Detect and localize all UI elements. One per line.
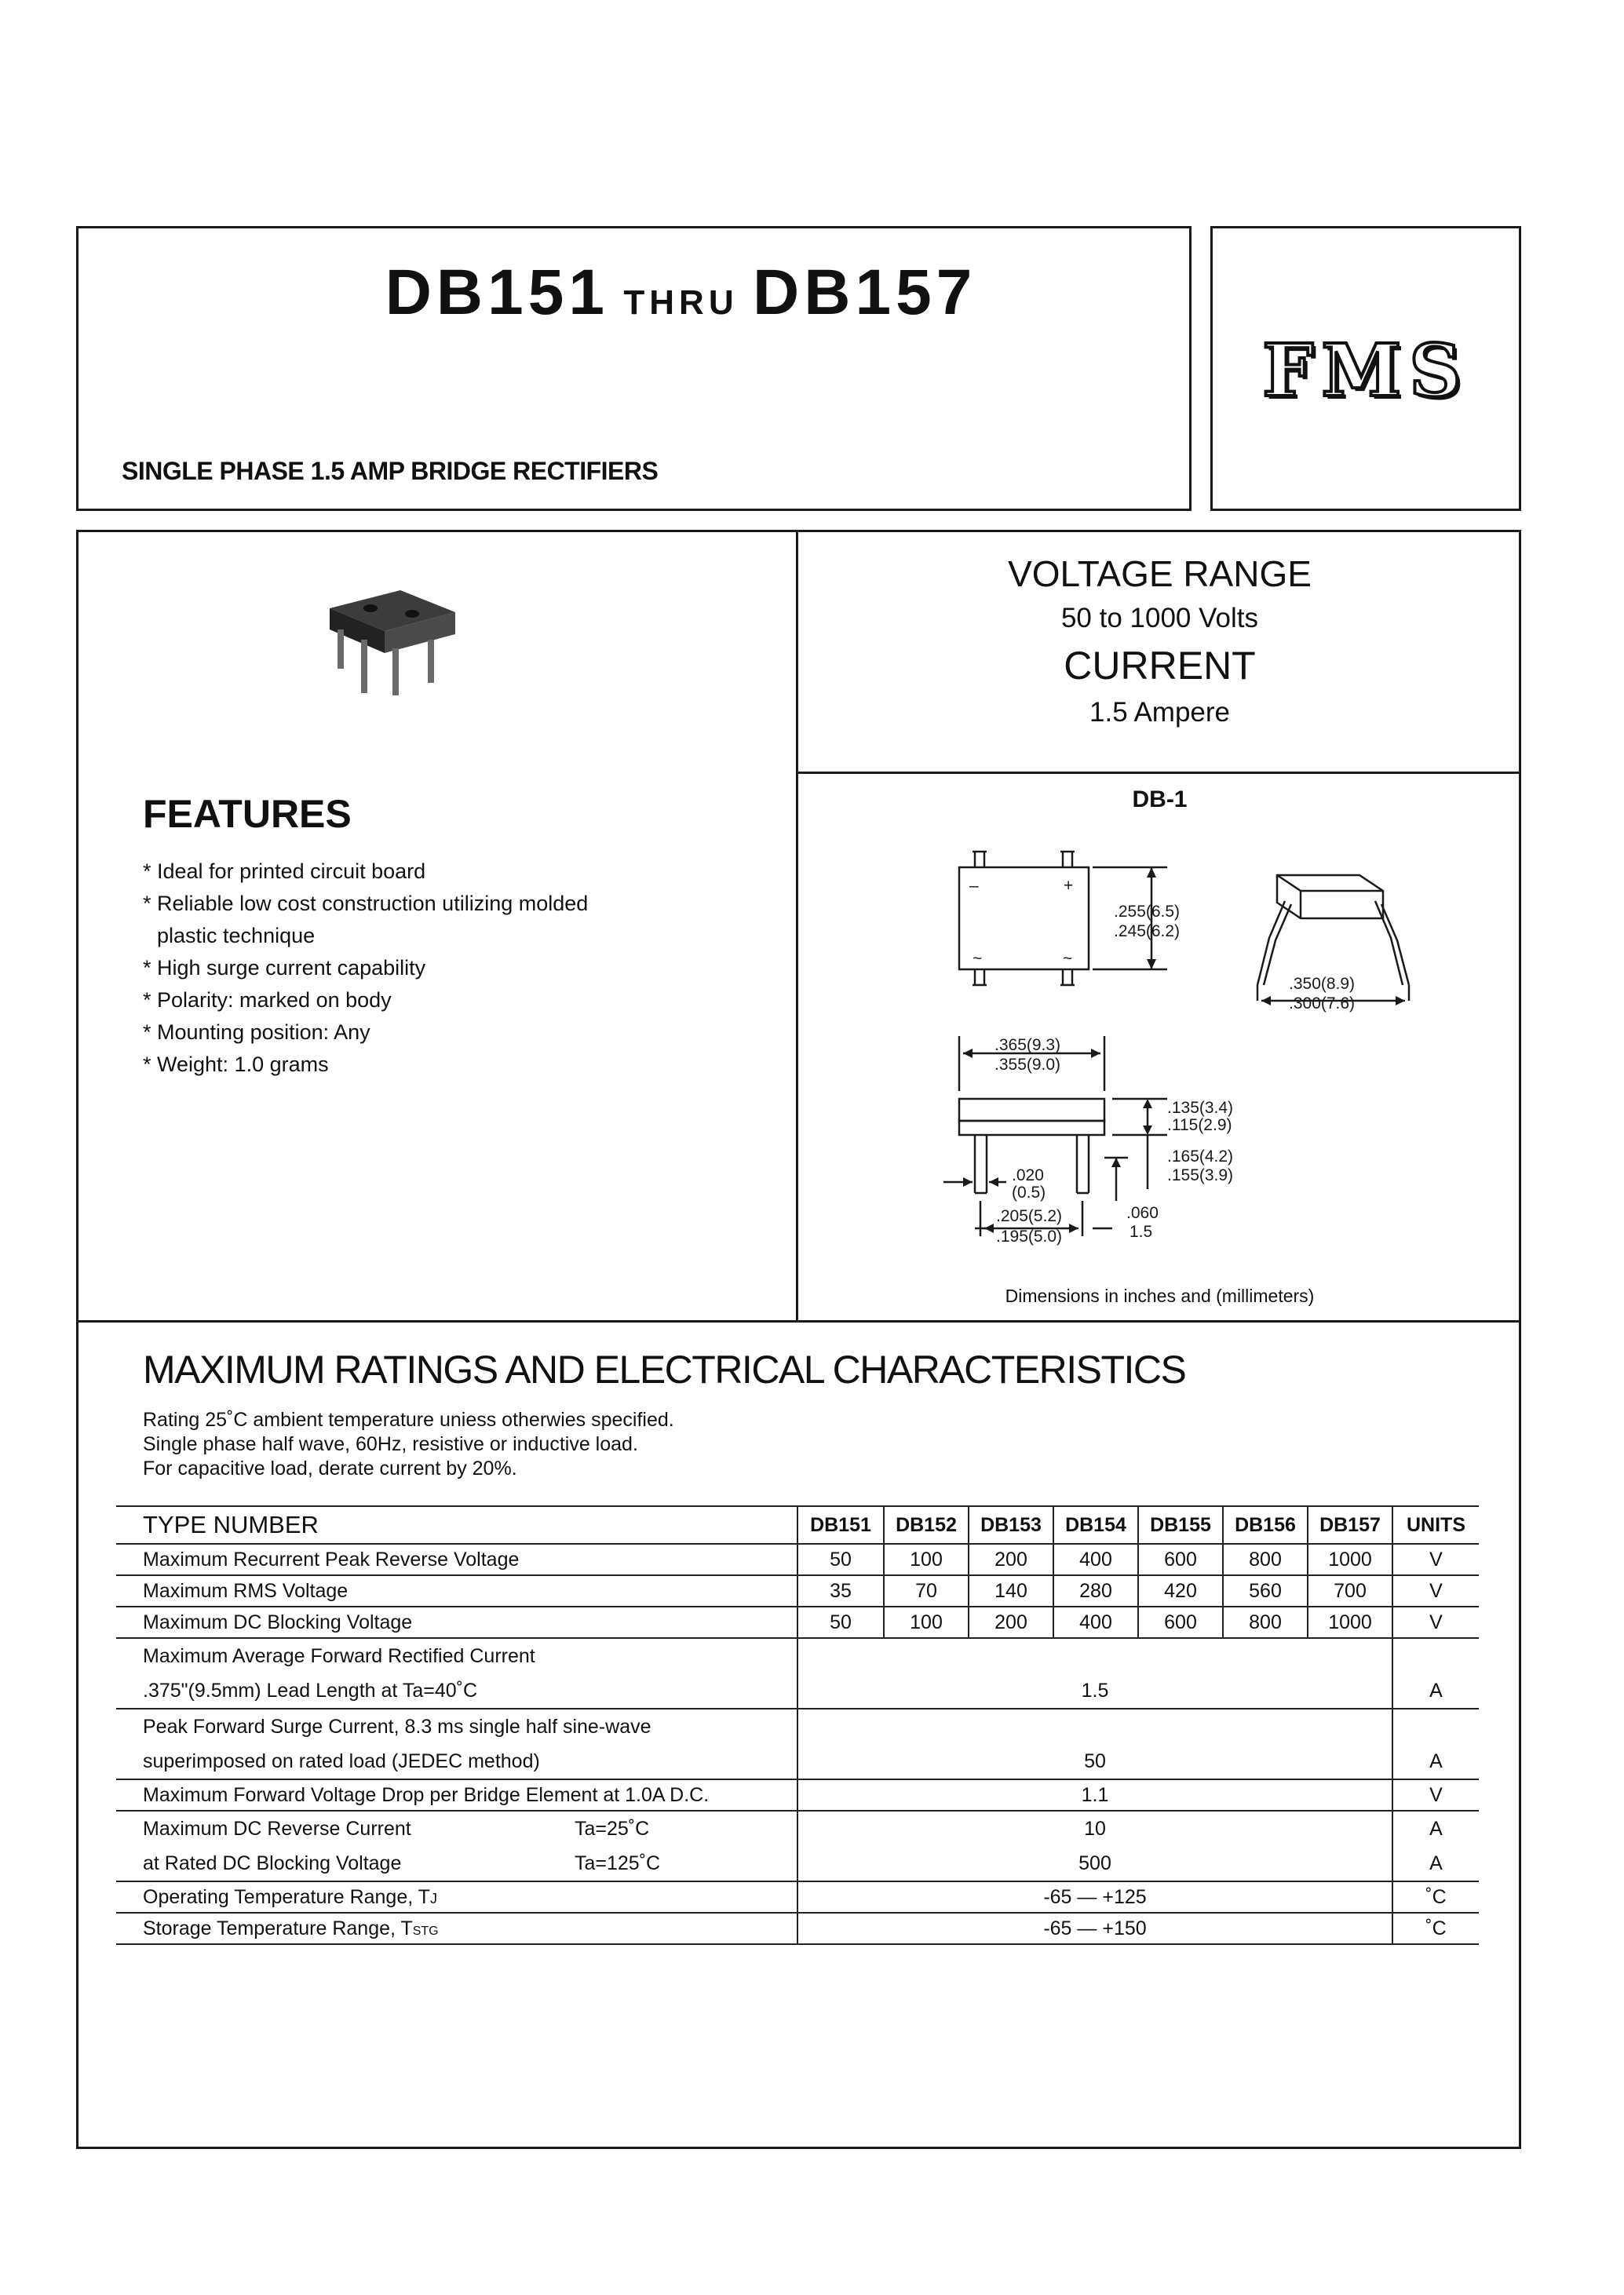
feature-item: * Mounting position: Any	[143, 1020, 370, 1044]
dim-l1: .365(9.3)	[994, 1036, 1061, 1054]
feature-item: * Polarity: marked on body	[143, 988, 392, 1012]
thru-label: THRU	[623, 283, 739, 322]
unit-cell: V	[1392, 1779, 1479, 1811]
table-row	[116, 1673, 1479, 1709]
dim-d1: .020	[1012, 1166, 1044, 1184]
dim-s2: .195(5.0)	[996, 1228, 1063, 1246]
table-cell: 800	[1223, 1544, 1308, 1575]
param-label: Maximum Forward Voltage Drop per Bridge Element at 1.0A D.C.	[143, 1783, 710, 1806]
part-first: DB151	[385, 257, 609, 328]
subtitle: SINGLE PHASE 1.5 AMP BRIDGE RECTIFIERS	[122, 457, 659, 485]
current-heading: CURRENT	[1064, 644, 1256, 688]
table-row	[116, 1881, 1479, 1913]
bridge-rectifier-image	[314, 581, 471, 699]
dim-c1: .060	[1126, 1204, 1159, 1222]
table-row	[116, 1779, 1479, 1811]
table-row	[116, 1709, 1479, 1744]
table-cell: -65 — +150	[797, 1913, 1392, 1944]
op-temp-label: Operating Temperature Range, T	[143, 1885, 430, 1908]
table-cell: 400	[1053, 1544, 1138, 1575]
fms-logo: FMS	[1262, 328, 1469, 413]
table-cell: 50	[797, 1744, 1392, 1779]
current-value: 1.5 Ampere	[1089, 697, 1230, 728]
dimensions-footnote: Dimensions in inches and (millimeters)	[1005, 1286, 1315, 1306]
param-label: Maximum DC Blocking Voltage	[143, 1611, 413, 1633]
table-cell: 10	[797, 1811, 1392, 1846]
table-row	[116, 1638, 1479, 1673]
unit-cell: A	[1392, 1744, 1479, 1779]
dim-p1: .165(4.2)	[1167, 1148, 1234, 1166]
range-divider	[796, 772, 1521, 774]
unit-cell: A	[1392, 1846, 1479, 1881]
table-cell: 1000	[1308, 1607, 1392, 1638]
voltage-heading: VOLTAGE RANGE	[1008, 553, 1312, 594]
param-label	[116, 1846, 797, 1881]
table-row	[116, 1575, 1479, 1607]
ir-cond1: Ta=25˚C	[575, 1817, 650, 1840]
unit-cell: ˚C	[1392, 1881, 1479, 1913]
unit-cell: ˚C	[1392, 1913, 1479, 1944]
stg-temp-label: Storage Temperature Range, T	[143, 1917, 413, 1939]
dim-t1: .135(3.4)	[1167, 1099, 1234, 1117]
param-label	[116, 1881, 797, 1913]
unit-cell: A	[1392, 1811, 1479, 1846]
feature-item: * High surge current capability	[143, 956, 426, 980]
dim-l2: .355(9.0)	[994, 1056, 1061, 1074]
pin-minus-label: –	[969, 877, 979, 895]
part-last: DB157	[753, 257, 977, 328]
pin-plus-label: +	[1064, 877, 1074, 895]
ir-cond2: Ta=125˚C	[575, 1852, 661, 1874]
table-cell	[797, 1638, 1392, 1673]
dim-t2: .115(2.9)	[1167, 1116, 1232, 1134]
table-cell: 560	[1223, 1575, 1308, 1607]
unit-cell	[1392, 1638, 1479, 1673]
ratings-note: Rating 25˚C ambient temperature uniess otherwies specified.	[143, 1409, 674, 1431]
ratings-notes	[143, 1408, 674, 1481]
table-cell: 500	[797, 1846, 1392, 1881]
dim-h1: .255(6.5)	[1114, 903, 1181, 921]
dim-s1: .205(5.2)	[996, 1207, 1063, 1225]
unit-cell: A	[1392, 1673, 1479, 1709]
page-title	[76, 256, 1192, 330]
table-cell: 420	[1138, 1575, 1223, 1607]
table-row	[116, 1544, 1479, 1575]
features-heading: FEATURES	[143, 792, 352, 836]
ratings-note: Single phase half wave, 60Hz, resistive or inductive load.	[143, 1433, 638, 1455]
dim-p2: .155(3.9)	[1167, 1166, 1234, 1184]
ir-line1: Maximum DC Reverse Current	[143, 1817, 411, 1840]
unit-cell: V	[1392, 1575, 1479, 1607]
table-cell: 50	[797, 1607, 884, 1638]
table-cell: 600	[1138, 1607, 1223, 1638]
stg-temp-sub: STG	[412, 1924, 439, 1938]
param-label	[116, 1811, 797, 1846]
voltage-value: 50 to 1000 Volts	[1060, 603, 1259, 633]
table-cell: 100	[884, 1544, 969, 1575]
ratings-table	[116, 1505, 1479, 1945]
voltage-range-block	[798, 549, 1521, 733]
dim-c2: 1.5	[1130, 1223, 1153, 1241]
features-list	[143, 856, 588, 1081]
pin-ac-label: ~	[973, 950, 983, 968]
feature-item: * Ideal for printed circuit board	[143, 859, 426, 883]
table-cell: 800	[1223, 1607, 1308, 1638]
table-cell: 70	[884, 1575, 969, 1607]
ir-line2: at Rated DC Blocking Voltage	[143, 1852, 402, 1874]
table-cell: 140	[969, 1575, 1053, 1607]
dim-d2: (0.5)	[1012, 1184, 1046, 1202]
table-cell	[797, 1709, 1392, 1744]
package-dimension-drawing	[798, 832, 1521, 1256]
table-row	[116, 1607, 1479, 1638]
column-header: DB153	[969, 1506, 1053, 1544]
table-row	[116, 1913, 1479, 1944]
table-row	[116, 1846, 1479, 1881]
table-cell: 600	[1138, 1544, 1223, 1575]
param-label: Maximum Recurrent Peak Reverse Voltage	[143, 1548, 520, 1571]
op-temp-sub: J	[429, 1890, 437, 1906]
table-cell: 35	[797, 1575, 884, 1607]
unit-cell: V	[1392, 1544, 1479, 1575]
package-name: DB-1	[1132, 786, 1188, 812]
table-cell: 200	[969, 1607, 1053, 1638]
param-label: Peak Forward Surge Current, 8.3 ms single half sine-wave	[143, 1715, 651, 1738]
units-header: UNITS	[1392, 1506, 1479, 1544]
column-header: DB157	[1308, 1506, 1392, 1544]
column-header: DB156	[1223, 1506, 1308, 1544]
table-cell: 1.1	[797, 1779, 1392, 1811]
table-cell: 700	[1308, 1575, 1392, 1607]
param-label: .375"(9.5mm) Lead Length at Ta=40˚C	[143, 1679, 478, 1702]
table-cell: 400	[1053, 1607, 1138, 1638]
table-cell: 1000	[1308, 1544, 1392, 1575]
column-header: DB151	[797, 1506, 884, 1544]
table-cell: 200	[969, 1544, 1053, 1575]
param-label	[116, 1913, 797, 1944]
section-divider	[76, 1320, 1521, 1323]
column-header: DB155	[1138, 1506, 1223, 1544]
param-label: superimposed on rated load (JEDEC method)	[143, 1750, 540, 1772]
table-cell: 100	[884, 1607, 969, 1638]
unit-cell: V	[1392, 1607, 1479, 1638]
dim-w2: .300(7.6)	[1289, 994, 1356, 1012]
param-label: Maximum Average Forward Rectified Current	[143, 1644, 535, 1667]
pin-ac-label: ~	[1063, 950, 1073, 968]
column-header: DB152	[884, 1506, 969, 1544]
dim-h2: .245(6.2)	[1114, 922, 1181, 940]
table-header-row	[116, 1506, 1479, 1544]
table-cell: 280	[1053, 1575, 1138, 1607]
ratings-note: For capacitive load, derate current by 20%.	[143, 1458, 517, 1480]
param-label: Maximum RMS Voltage	[143, 1579, 349, 1602]
unit-cell	[1392, 1709, 1479, 1744]
type-number-header: TYPE NUMBER	[143, 1511, 319, 1538]
feature-item: plastic technique	[157, 924, 316, 947]
feature-item: * Reliable low cost construction utilizing molded	[143, 892, 589, 915]
feature-item: * Weight: 1.0 grams	[143, 1053, 329, 1076]
ratings-heading: MAXIMUM RATINGS AND ELECTRICAL CHARACTERISTICS	[143, 1348, 1186, 1392]
table-cell: 1.5	[797, 1673, 1392, 1709]
table-row	[116, 1744, 1479, 1779]
dim-w1: .350(8.9)	[1289, 975, 1356, 993]
table-cell: -65 — +125	[797, 1881, 1392, 1913]
column-header: DB154	[1053, 1506, 1138, 1544]
table-row	[116, 1811, 1479, 1846]
table-cell: 50	[797, 1544, 884, 1575]
